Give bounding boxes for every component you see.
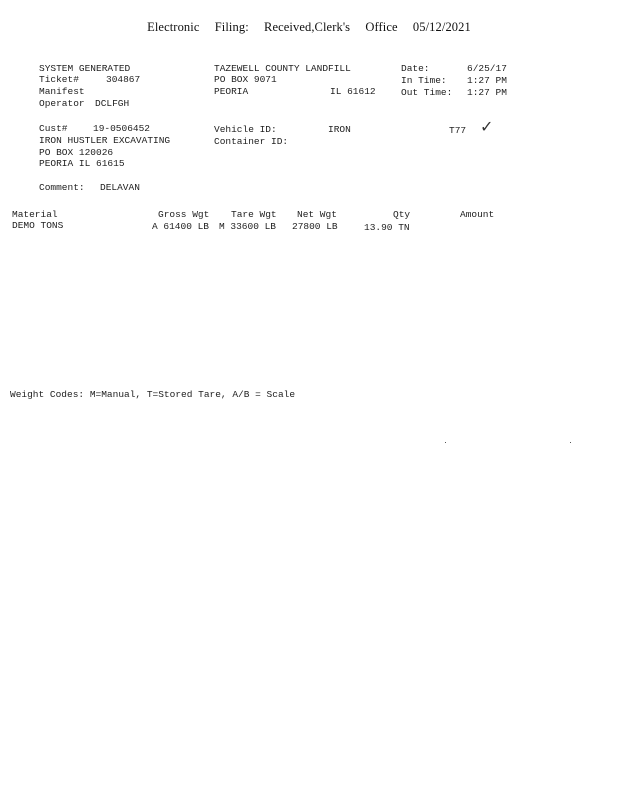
row-quantity: 13.90 TN [364, 222, 410, 233]
system-generated-label: SYSTEM GENERATED [39, 63, 131, 74]
date-label: Date: [401, 63, 430, 74]
landfill-city: PEORIA [214, 86, 249, 97]
header-tare-weight: Tare Wgt [231, 209, 277, 220]
vehicle-value: IRON [328, 124, 351, 135]
scan-speck [445, 442, 446, 443]
date-value: 6/25/17 [467, 63, 507, 74]
row-material: DEMO TONS [12, 220, 64, 231]
filing-stamp-header [0, 20, 618, 35]
header-material: Material [12, 209, 58, 220]
scan-speck [570, 442, 571, 443]
ticket-number: 304867 [106, 74, 141, 85]
row-net-weight: 27800 LB [292, 221, 338, 232]
header-quantity: Qty [393, 209, 411, 220]
row-tare-weight: M 33600 LB [219, 221, 277, 232]
out-time-label: Out Time: [401, 87, 453, 98]
header-net-weight: Net Wgt [297, 209, 337, 220]
in-time-label: In Time: [401, 75, 447, 86]
landfill-po-box: PO BOX 9071 [214, 74, 277, 85]
manifest-label: Manifest [39, 86, 85, 97]
out-time-value: 1:27 PM [467, 87, 507, 98]
weight-codes-legend: Weight Codes: M=Manual, T=Stored Tare, A/B = Scale [10, 389, 296, 400]
landfill-name: TAZEWELL COUNTY LANDFILL [214, 63, 351, 74]
comment-label: Comment: [39, 182, 85, 193]
filing-word-filing: Filing: [214, 20, 249, 34]
filing-date: 05/12/2021 [412, 20, 471, 34]
filing-word-office: Office [365, 20, 398, 34]
customer-name: IRON HUSTLER EXCAVATING [39, 135, 171, 146]
filing-word-electronic: Electronic [147, 20, 200, 34]
header-gross-weight: Gross Wgt [158, 209, 210, 220]
operator-value: DCLFGH [95, 98, 130, 109]
customer-number: 19-0506452 [93, 123, 151, 134]
filing-word-received: Received,Clerk's [264, 20, 351, 34]
customer-label: Cust# [39, 123, 68, 134]
comment-value: DELAVAN [100, 182, 140, 193]
customer-city: PEORIA IL 61615 [39, 158, 125, 169]
header-amount: Amount [460, 209, 495, 220]
operator-label: Operator [39, 98, 85, 109]
check-mark-icon: ✓ [480, 117, 494, 136]
container-label: Container ID: [214, 136, 289, 147]
customer-po-box: PO BOX 120026 [39, 147, 114, 158]
vehicle-label: Vehicle ID: [214, 124, 277, 135]
in-time-value: 1:27 PM [467, 75, 507, 86]
ticket-label: Ticket# [39, 74, 79, 85]
row-gross-weight: A 61400 LB [152, 221, 210, 232]
landfill-state-zip: IL 61612 [330, 86, 376, 97]
truck-code: T77 [449, 125, 467, 136]
